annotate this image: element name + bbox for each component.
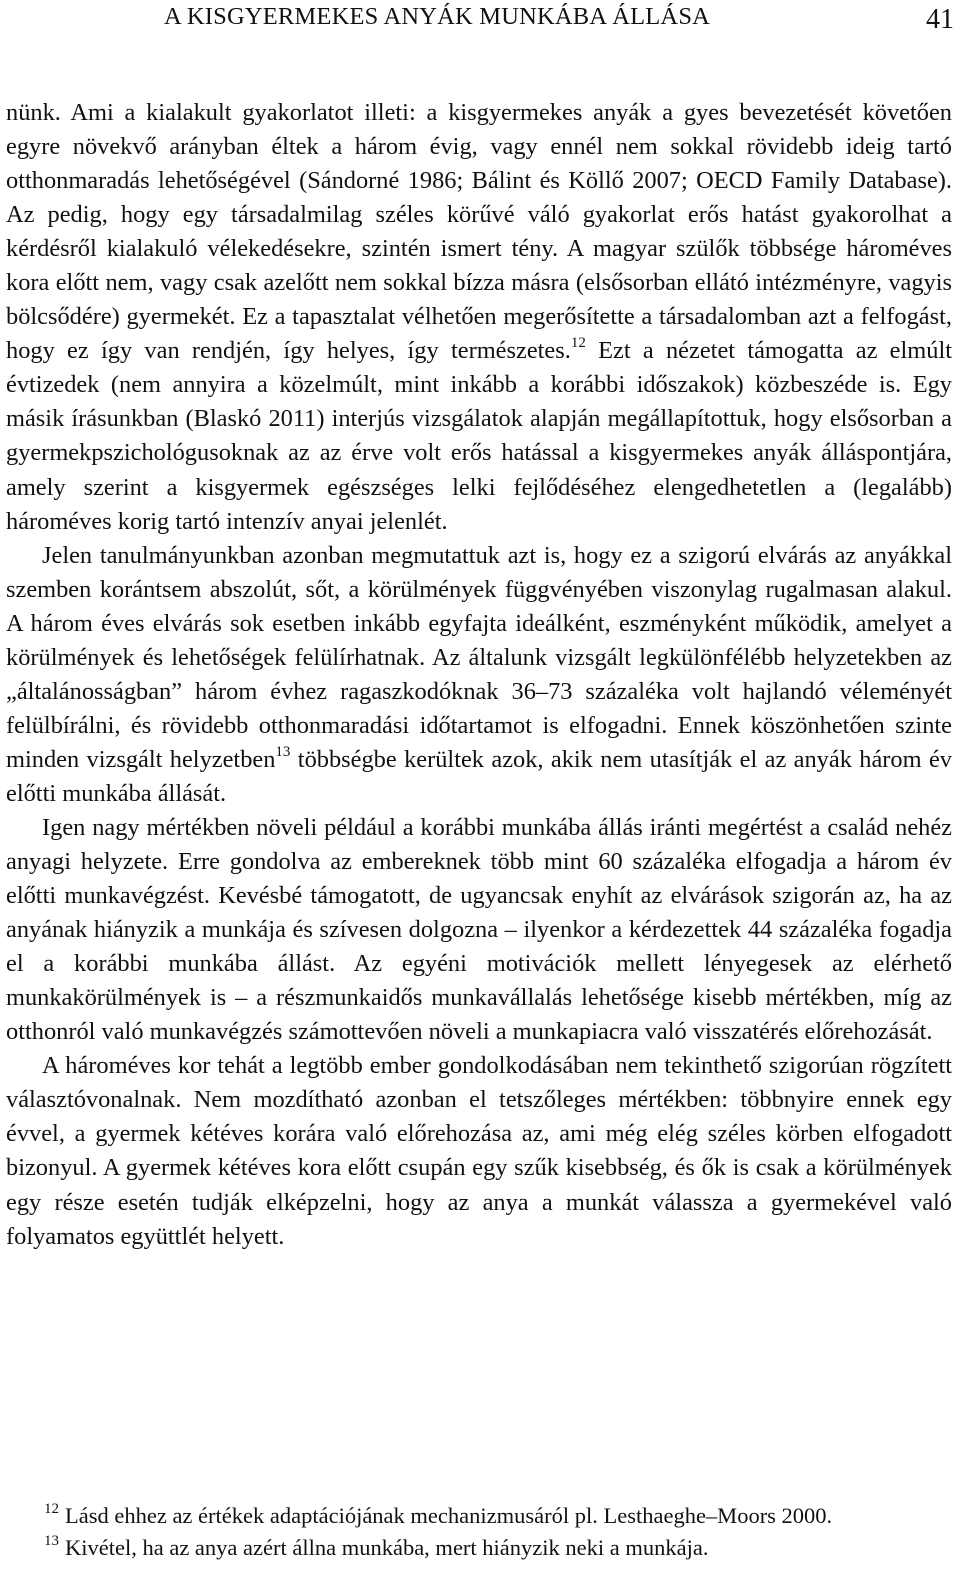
paragraph-3: Igen nagy mértékben növeli például a korábbi munkába állás iránti megértést a család nehéz anyagi helyzete. Erre gondolva az embereknek több mint 60 százaléka elfogadja a három év előtti munkavégzést. Kevésbé támogatott, de ugyancsak enyhít az elvárások szigorán az, ha az anyának hiányzik a munkája és szívesen dolgozna – ilyenkor a kérdezettek 44 százaléka fogadja el a korábbi munkába állást. Az egyéni motivációk mellett lényegesek az elérhető munkakörülmények is – a részmunkaidős munkavállalás lehetősége kisebb mértékben, míg az otthonról való munkavégzés számottevően növeli a munkapiacra való visszatérés előrehozását. [6, 813, 952, 1046]
running-title: A KISGYERMEKES ANYÁK MUNKÁBA ÁLLÁSA [164, 3, 711, 30]
paragraph-2 [6, 539, 952, 811]
footnote-reference-12[interactable]: 12 [570, 335, 586, 352]
paragraph-text: nünk. Ami a kialakult gyakorlatot illeti: a kisgyermekes anyák a gyes bevezetését követően egyre növekvő arányban éltek a három évig, vagy ennél nem sokkal rövidebb ideig tartó otthonmaradás lehetőségével (Sándorné 1986; Bálint és Köllő 2007; OECD Family Database). Az pedig, hogy egy társadalmilag széles körűvé váló gyakorlat erős hatást gyakorolhat a kérdésről kialakuló vélekedésekre, szintén ismert tény. A magyar szülők többsége hároméves kora előtt nem, vagy csak azelőtt nem sokkal bízza másra (elsősorban ellátó intézményre, vagyis bölcsődére) gyermekét. Ez a tapasztalat vélhetően megerősítette a társadalomban azt a felfogást, hogy ez így van rendjén, így helyes, így természetes. [6, 99, 952, 365]
paragraph-4: A hároméves kor tehát a legtöbb ember gondolkodásában nem tekinthető szigorúan rögzített választóvonalnak. Nem mozdítható azonban el tetszőleges mértékben: többnyire ennek egy évvel, a gyermek kétéves korára való előrehozása az, ami még elég széles körben elfogadott bizonyul. A gyermek kétéves kora előtt csupán egy szűk kisebbség, és ők is csak a körülmények egy része esetén tudják elképzelni, hogy az anya a munkát válassza a gyermekével való folyamatos együttlét helyett. [6, 1052, 952, 1250]
running-header [0, 0, 960, 40]
footnote-number: 13 [44, 1533, 59, 1549]
footnotes [44, 1500, 944, 1564]
paragraph-text: Ezt a nézetet támogatta az elmúlt évtizedek (nem annyira a közelmúlt, mint inkább a korábbi időszakok) közbeszéde is. Egy másik írásunkban (Blaskó 2011) interjús vizsgálatok alapján megállapítottuk, hogy elsősorban a gyermekpszichológusoknak az az érve volt erős hatással a kisgyermekes anyák álláspontjára, amely szerint a kisgyermek egészséges lelki fejlődéséhez elengedhetetlen a (legalább) hároméves korig tartó intenzív anyai jelenlét. [6, 337, 953, 535]
footnote-number: 12 [44, 1501, 59, 1517]
footnote-text: Kivétel, ha az anya azért állna munkába, mert hiányzik neki a munkája. [65, 1535, 709, 1560]
paragraph-text: Jelen tanulmányunkban azonban megmutattuk azt is, hogy ez a szigorú elvárás az anyákkal szemben korántsem abszolút, sőt, a körülmények függvényében viszonylag rugalmasan alakul. A három éves elvárás sok esetben inkább egyfajta ideálként, eszményként működik, amelyet a körülmények és lehetőségek felülírhatnak. Az általunk vizsgált legkülönfélébb helyzetekben az „általánosságban” három évhez ragaszkodóknak 36–73 százaléka volt hajlandó véleményét felülbírálni, és rövidebb otthonmaradási időtartamot is elfogadni. Ennek köszönhetően szinte minden vizsgált helyzetben [6, 541, 952, 773]
footnote-reference-13[interactable]: 13 [275, 743, 291, 760]
body-text [6, 96, 952, 1254]
paragraph-text: többségbe kerültek azok, akik nem utasítják el az anyák három év előtti munkába állását. [6, 745, 952, 807]
paragraph-1 [6, 96, 952, 539]
footnote-12 [44, 1500, 944, 1532]
page-number: 41 [926, 4, 954, 35]
footnote-text: Lásd ehhez az értékek adaptációjának mechanizmusáról pl. Lesthaeghe–Moors 2000. [65, 1503, 833, 1528]
footnote-13 [44, 1532, 944, 1564]
